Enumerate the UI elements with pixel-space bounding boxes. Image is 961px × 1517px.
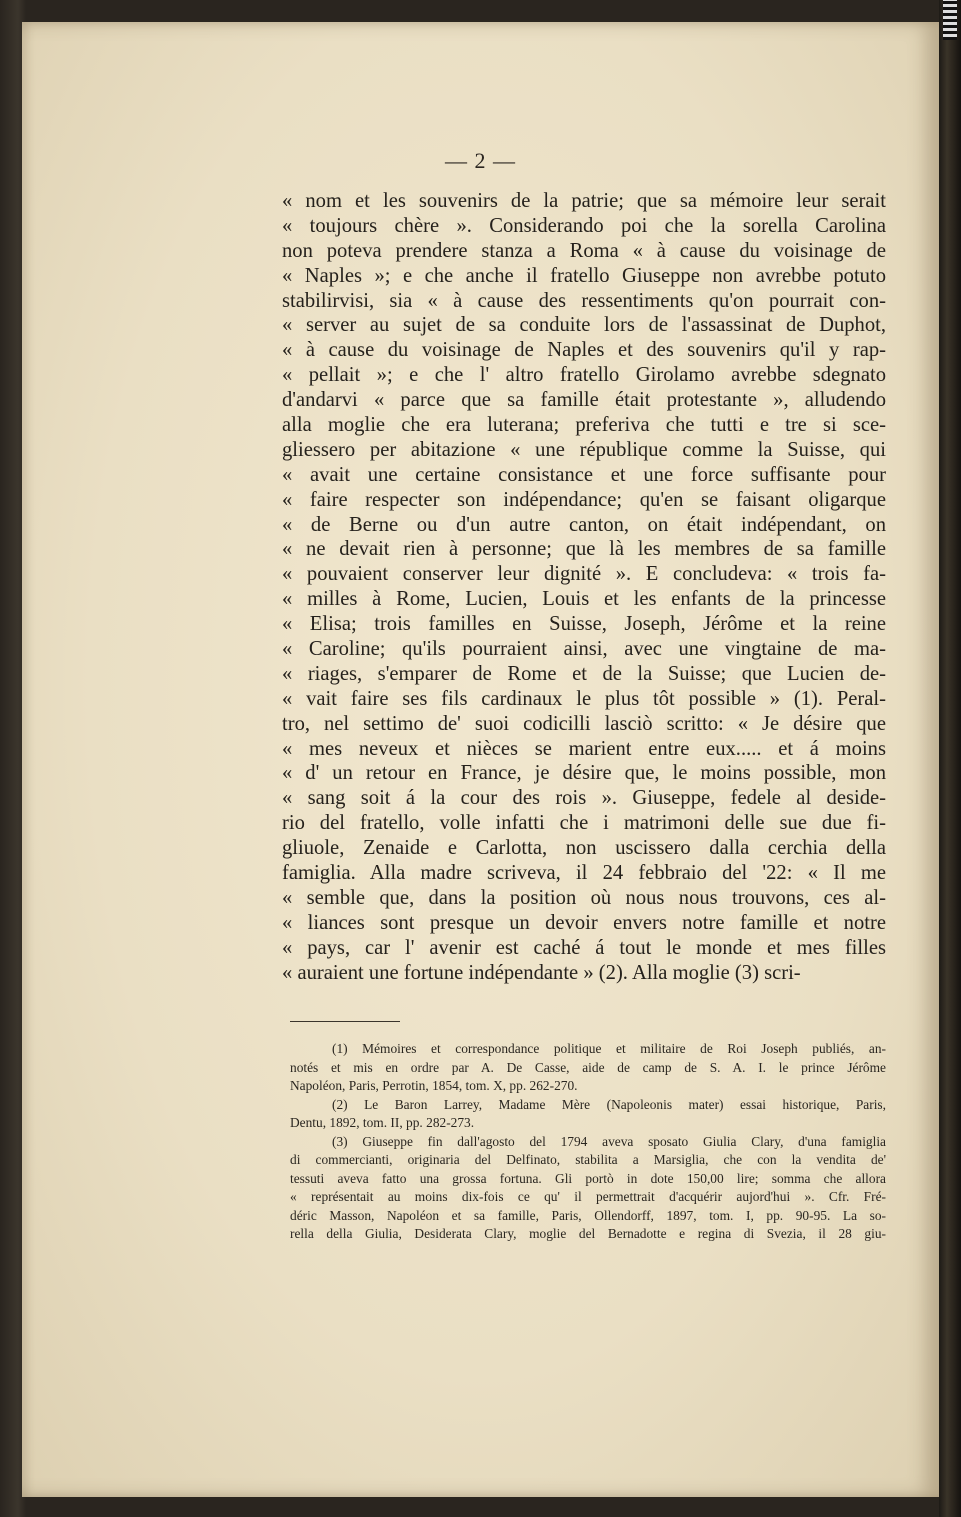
- footnote-2: [290, 1096, 886, 1133]
- footnote-line: Napoléon, Paris, Perrotin, 1854, tom. X, pp. 262-270.: [290, 1078, 578, 1093]
- body-line: gliessero per abitazione « une république comme la Suisse, qui: [282, 438, 886, 461]
- body-line: « d' un retour en France, je désire que, le moins possible, mon: [282, 762, 886, 785]
- body-line: « Elisa; trois familles en Suisse, Joseph, Jérôme et la reine: [282, 613, 886, 636]
- body-line: d'andarvi « parce que sa famille était protestante », alludendo: [282, 389, 886, 412]
- body-line: « toujours chère ». Considerando poi che la sorella Carolina: [282, 214, 886, 237]
- page-number: — 2 —: [445, 148, 516, 173]
- footnote-line: (2) Le Baron Larrey, Madame Mère (Napoleonis mater) essai historique, Paris,: [332, 1096, 886, 1112]
- body-line: « liances sont presque un devoir envers notre famille et notre: [282, 911, 886, 934]
- body-line: non poteva prendere stanza a Roma « à cause du voisinage de: [282, 239, 886, 262]
- body-line: « avait une certaine consistance et une force suffisante pour: [282, 463, 886, 486]
- book-binding: [939, 0, 961, 1517]
- body-line: « riages, s'emparer de Rome et de la Suisse; que Lucien de-: [282, 662, 886, 685]
- body-line: « server au sujet de sa conduite lors de l'assassinat de Duphot,: [282, 314, 886, 337]
- body-line: « pellait »; e che l' altro fratello Girolamo avrebbe sdegnato: [282, 364, 886, 387]
- body-line: « pays, car l' avenir est caché á tout le monde et mes filles: [282, 936, 886, 959]
- body-line: « auraient une fortune indépendante » (2). Alla moglie (3) scri-: [282, 961, 801, 984]
- body-line: « ne devait rien à personne; que là les membres de sa famille: [282, 538, 886, 561]
- body-line: stabilirvisi, sia « à cause des ressentiments qu'on pourrait con-: [282, 289, 886, 312]
- body-line: « nom et les souvenirs de la patrie; que sa mémoire leur serait: [282, 190, 886, 212]
- body-line: « semble que, dans la position où nous nous trouvons, ces al-: [282, 886, 886, 909]
- scan-ruler: [943, 0, 957, 40]
- body-line: « milles à Rome, Lucien, Louis et les enfants de la princesse: [282, 588, 886, 611]
- body-line: gliuole, Zenaide e Carlotta, non uscissero dalla cerchia della: [282, 837, 886, 860]
- footnote-3: [290, 1133, 886, 1244]
- body-line: « à cause du voisinage de Naples et des souvenirs qu'il y rap-: [282, 339, 886, 362]
- footnotes: [290, 1040, 886, 1244]
- body-text: [282, 189, 886, 986]
- body-line: « pouvaient conserver leur dignité ». E concludeva: « trois fa-: [282, 563, 886, 586]
- footnote-rule: [290, 1021, 400, 1022]
- footnote-line: (3) Giuseppe fin dall'agosto del 1794 aveva sposato Giulia Clary, d'una famiglia: [332, 1133, 886, 1149]
- body-line: rio del fratello, volle infatti che i matrimoni delle sue due fi-: [282, 812, 886, 835]
- body-line: « Caroline; qu'ils pourraient ainsi, avec une vingtaine de ma-: [282, 638, 886, 661]
- footnote-line: tessuti aveva fatto una grossa fortuna. Gli portò in dote 150,00 lire; somma che allora: [290, 1170, 886, 1186]
- body-line: « vait faire ses fils cardinaux le plus tôt possible » (1). Peral-: [282, 687, 886, 710]
- body-line: « Naples »; e che anche il fratello Giuseppe non avrebbe potuto: [282, 264, 886, 287]
- body-line: « faire respecter son indépendance; qu'en se faisant oligarque: [282, 488, 886, 511]
- footnote-line: (1) Mémoires et correspondance politique et militaire de Roi Joseph publiés, an-: [332, 1041, 886, 1056]
- body-line: famiglia. Alla madre scriveva, il 24 febbraio del '22: « Il me: [282, 862, 886, 885]
- body-line: « de Berne ou d'un autre canton, on était indépendant, on: [282, 513, 886, 536]
- body-line: « mes neveux et nièces se marient entre eux..... et á moins: [282, 737, 886, 760]
- footnote-line: rella della Giulia, Desiderata Clary, moglie del Bernadotte e regina di Svezia, il 28 giu-: [290, 1226, 886, 1241]
- body-line: « sang soit á la cour des rois ». Giuseppe, fedele al deside-: [282, 787, 886, 810]
- footnote-1: [290, 1040, 886, 1096]
- footnote-line: notés et mis en ordre par A. De Casse, aide de camp de S. A. I. le prince Jérôme: [290, 1059, 886, 1075]
- footnote-line: di commercianti, originaria del Delfinato, stabilita a Marsiglia, che con la vendita de': [290, 1152, 886, 1167]
- footnote-line: déric Masson, Napoléon et sa famille, Paris, Ollendorff, 1897, tom. I, pp. 90-95. La so-: [290, 1207, 886, 1223]
- body-line: alla moglie che era luterana; preferiva che tutti e tre si sce-: [282, 414, 886, 437]
- body-line: tro, nel settimo de' suoi codicilli lasciò scritto: « Je désire que: [282, 712, 886, 735]
- footnote-line: Dentu, 1892, tom. II, pp. 282-273.: [290, 1115, 475, 1130]
- footnote-line: « représentait au moins dix-fois ce qu' il permettrait d'acquérir aujord'hui ». Cfr. Fré-: [290, 1189, 886, 1204]
